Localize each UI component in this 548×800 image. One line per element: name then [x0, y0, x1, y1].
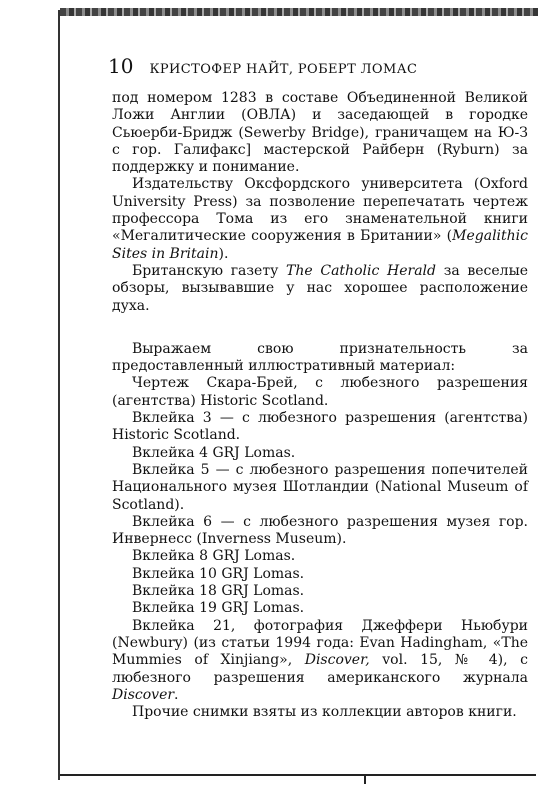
newspaper-title: The Catholic Herald — [286, 262, 436, 279]
text-run: Вклейка 21, фотография Джеффери Ньюбури (Newbury) (из статьи 1994 года: Evan Hadingham, «The Mummies of Xinjiang», — [112, 617, 528, 669]
paragraph: под номером 1283 в составе Объединенной Великой Ложи Англии (ОВЛА) и заседающей в городке Сьюерби-Бридж (Sewerby Bridge), граничащем на Ю-З с гор. Галифакс] мастерской Райберн (Ryburn) за поддержку и понимание. — [112, 90, 528, 176]
text-run: за веселые обзоры, вызывавшие у нас хорошее расположение духа. — [112, 262, 528, 314]
credit-item: Вклейка 4 GRJ Lomas. — [132, 444, 296, 461]
journal-title: Discover, — [304, 652, 370, 669]
paragraph: Прочие снимки взяты из коллекции авторов книги. — [132, 704, 517, 721]
text-run: Издательству Оксфордского университета (Oxford University Press) за позволение перепечатать чертеж профессора Тома из его знаменательной книги «Мегалитические сооружения в Британии» ( — [112, 176, 528, 245]
credit-item: Вклейка 10 GRJ Lomas. — [132, 565, 305, 582]
scan-mark — [364, 776, 366, 784]
credit-item: Вклейка 6 — с любезного разрешения музея гор. Инвернесс (Inverness Museum). — [112, 513, 528, 548]
credit-item: Вклейка 3 — с любезного разрешения (агентства) Historic Scotland. — [112, 410, 528, 444]
text-run: Британскую газету — [132, 262, 287, 279]
credit-item: Чертеж Скара-Брей, с любезного разрешения (агентства) Historic Scotland. — [112, 375, 528, 409]
scan-edge-bottom — [60, 774, 536, 776]
page-header — [108, 54, 528, 78]
running-head: КРИСТОФЕР НАЙТ, РОБЕРТ ЛОМАС — [149, 62, 418, 77]
credit-item — [112, 618, 528, 704]
scan-edge-top — [60, 8, 538, 16]
page-number: 10 — [108, 54, 134, 78]
body-text — [112, 90, 528, 721]
paragraph: Выражаем свою признательность за предоставленный иллюстративный материал: — [112, 340, 528, 375]
book-title: Megalithic Sites in Britain — [112, 228, 528, 262]
section-gap — [112, 315, 528, 341]
journal-title: Discover — [112, 686, 175, 703]
scan-edge-left — [58, 10, 60, 780]
credit-item: Вклейка 5 — с любезного разрешения попечителей Национального музея Шотландии (National Museum of Scotland). — [112, 461, 528, 513]
credit-item: Вклейка 8 GRJ Lomas. — [132, 548, 296, 565]
text-run: vol. 15, № 4), с любезного разрешения американского журнала — [112, 652, 528, 686]
text-run: ). — [218, 245, 229, 262]
text-run: . — [174, 686, 179, 703]
credit-item: Вклейка 19 GRJ Lomas. — [132, 600, 305, 617]
paragraph — [112, 176, 528, 262]
credit-item: Вклейка 18 GRJ Lomas. — [132, 583, 305, 600]
paragraph — [112, 263, 528, 315]
